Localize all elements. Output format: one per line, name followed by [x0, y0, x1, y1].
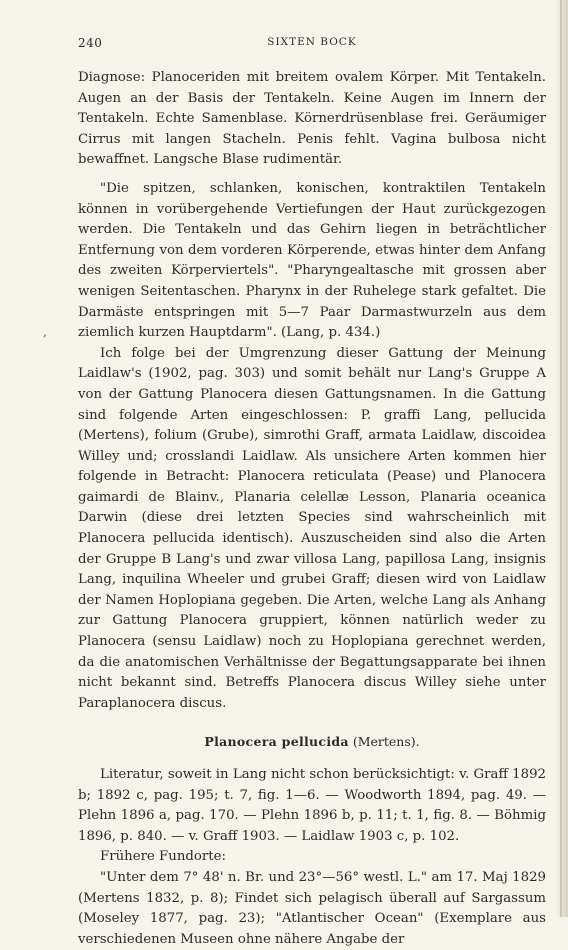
discussion-paragraph: Ich folge bei der Umgrenzung dieser Gattung der Meinung Laidlaw's (1902, pag. 303) und somit behält nur Lang's Gruppe A von der Gattung Planocera diesen Gattungsnamen. In die Gattung sind folgende Arten eingeschlossen: P. graffi Lang, pellucida (Mertens), folium (Grube), simrothi Graff, armata Laidlaw, discoidea Willey und; crosslandi Laidlaw. Als unsichere Arten kommen hier folgende in Betracht: Planocera reticulata (Pease) und Planocera gaimardi de Blainv., Planaria celellæ Lesson, Planaria oceanica Darwin (diese drei letzten Species sind wahrscheinlich mit Planocera pellucida identisch). Auszuscheiden sind also die Arten der Gruppe B Lang's und zwar villosa Lang, papillosa Lang, insignis Lang, inquilina Wheeler und grubei Graff; diesen wird von Laidlaw der Namen Hoplopiana gegeben. Die Arten, welche Lang als Anhang zur Gattung Planocera gruppiert, können natürlich weder zu Planocera (sensu Laidlaw) noch zu Hoplopiana gerechnet werden, da die anatomischen Verhältnisse der Begattungsapparate bei ihnen nicht bekannt sind. Betreffs Planocera discus Willey siehe unter Paraplanocera discus. [78, 345, 546, 711]
fundorte-label: Frühere Fundorte: [100, 849, 226, 865]
species-name: Planocera pellucida [204, 734, 349, 750]
species-heading [78, 732, 546, 753]
literatur-paragraph: Literatur, soweit in Lang nicht schon berücksichtigt: v. Graff 1892 b; 1892 c, pag. 195; t. 7, fig. 1—6. — Woodworth 1894, pag. 49. — Plehn 1896 a, pag. 170. — Plehn 1896 b, p. 11; t. 1, fig. 8. — Böhmig 1896, p. 840. — v. Graff 1903. — Laidlaw 1903 c, p. 102. [78, 767, 546, 844]
margin-mark: , [43, 325, 47, 339]
body-text [78, 68, 546, 950]
running-head: SIXTEN BOCK [267, 36, 357, 48]
diagnose-paragraph: Diagnose: Planoceriden mit breitem ovalem Körper. Mit Tentakeln. Augen an der Basis der Tentakeln. Keine Augen im Innern der Tentakeln. Echte Samenblase. Körnerdrüsenblase frei. Geräumiger Cirrus mit langen Stacheln. Penis fehlt. Vagina bulbosa nicht bewaffnet. Langsche Blase rudimentär. [78, 70, 546, 168]
species-author: (Mertens). [352, 734, 420, 750]
fundorte-paragraph: "Unter dem 7° 48' n. Br. und 23°—56° westl. L." am 17. Maj 1829 (Mertens 1832, p. 8); Findet sich pelagisch überall auf Sargassum (Moseley 1877, pag. 23); "Atlantischer Ocean" (Exemplare aus verschiedenen Museen ohne nähere Angabe der [78, 869, 546, 947]
quote-paragraph: "Die spitzen, schlanken, konischen, kontraktilen Tentakeln können in vorübergehende Vertiefungen der Haut zurückgezogen werden. Die Tentakeln und das Gehirn liegen in beträchtlicher Entfernung von dem vorderen Körperende, etwas hinter dem Anfang des zweiten Körperviertels". "Pharyngealtasche mit grossen aber wenigen Seitentaschen. Pharynx in der Ruhelege stark gefaltet. Die Darmäste entspringen mit 5—7 Paar Darmastwurzeln aus dem ziemlich kurzen Hauptdarm". (Lang, p. 434.) [78, 180, 546, 341]
page-edge-line [560, 0, 562, 917]
page-header [78, 36, 546, 52]
page-edge [556, 0, 568, 917]
page-number: 240 [78, 36, 103, 50]
